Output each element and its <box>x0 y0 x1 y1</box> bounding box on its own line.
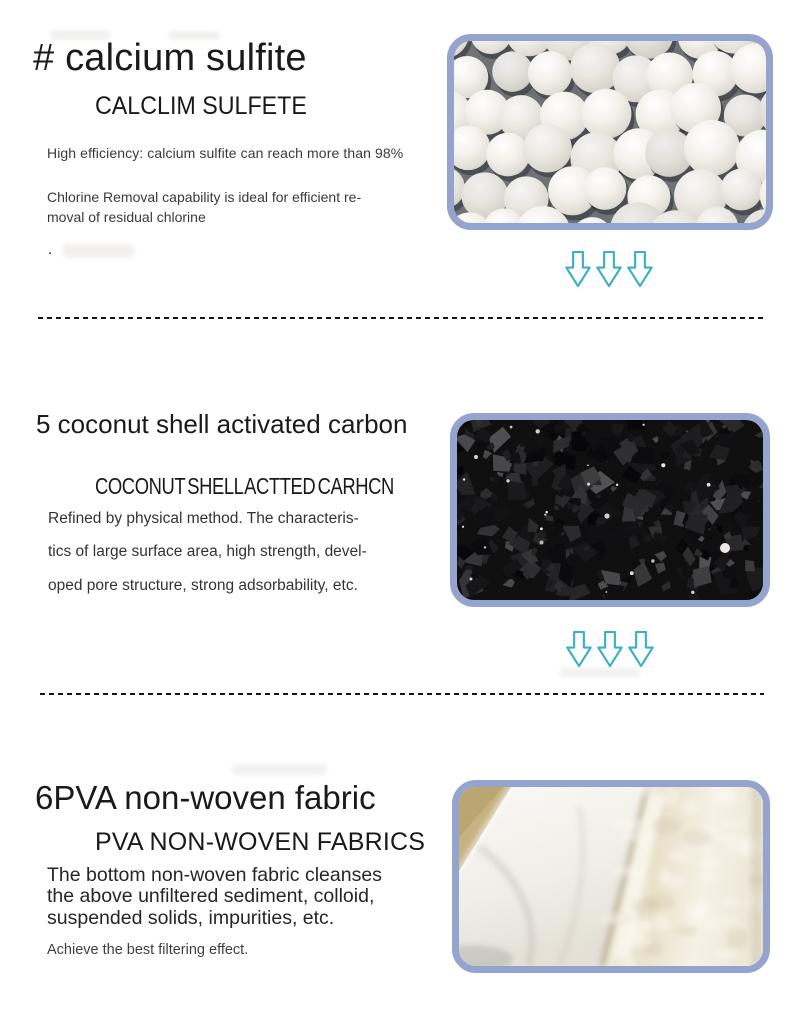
down-arrow-icon <box>597 631 623 668</box>
feature-paragraph <box>48 511 367 611</box>
feature-paragraph-line: the above unfiltered sediment, colloid, <box>47 885 375 908</box>
feature-paragraph-line: oped pore structure, strong adsorbability, etc. <box>48 576 358 594</box>
section-subtitle: PVA NON-WOVEN FABRICS <box>95 828 426 856</box>
feature-paragraph-line: moval of residual chlorine <box>47 208 206 225</box>
down-arrow-icon <box>596 251 622 288</box>
feature-paragraph <box>47 190 361 229</box>
section-title: 6PVA non-woven fabric <box>35 779 376 816</box>
dashed-divider <box>38 317 766 319</box>
feature-paragraph-line: The bottom non-woven fabric cleanses <box>47 864 382 886</box>
erased-text-artifact <box>62 244 134 258</box>
down-arrow-icon <box>627 251 653 288</box>
erased-text-artifact <box>232 764 327 775</box>
down-arrows-group <box>565 251 653 288</box>
erased-text-artifact <box>560 668 640 677</box>
activated-carbon-photo <box>450 413 770 607</box>
down-arrow-icon <box>566 631 592 668</box>
feature-paragraph-line: Chlorine Removal capability is ideal for efficient re- <box>47 189 362 205</box>
feature-paragraph-line: suspended solids, impurities, etc. <box>47 906 335 929</box>
feature-paragraph <box>47 866 382 930</box>
feature-paragraph-line: Refined by physical method. The characteris- <box>48 510 359 527</box>
feature-note: Achieve the best filtering effect. <box>47 942 249 958</box>
stray-period: . <box>48 241 53 258</box>
down-arrow-icon <box>628 631 654 668</box>
down-arrow-icon <box>565 251 591 288</box>
section-title: # calcium sulfite <box>33 37 307 79</box>
down-arrows-group <box>566 631 654 668</box>
section-subtitle: COCONUT SHELL ACTTED CARHCN <box>95 473 394 499</box>
calcium-sulfite-photo <box>447 34 773 230</box>
section-subtitle: CALCLIM SULFETE <box>95 92 307 120</box>
section-title: 5 coconut shell activated carbon <box>36 409 408 439</box>
feature-paragraph-line: tics of large surface area, high strength, devel- <box>48 543 367 561</box>
dashed-divider <box>40 693 764 695</box>
pva-fabric-photo <box>452 780 770 973</box>
feature-line: High efficiency: calcium sulfite can reach more than 98% <box>47 145 404 161</box>
